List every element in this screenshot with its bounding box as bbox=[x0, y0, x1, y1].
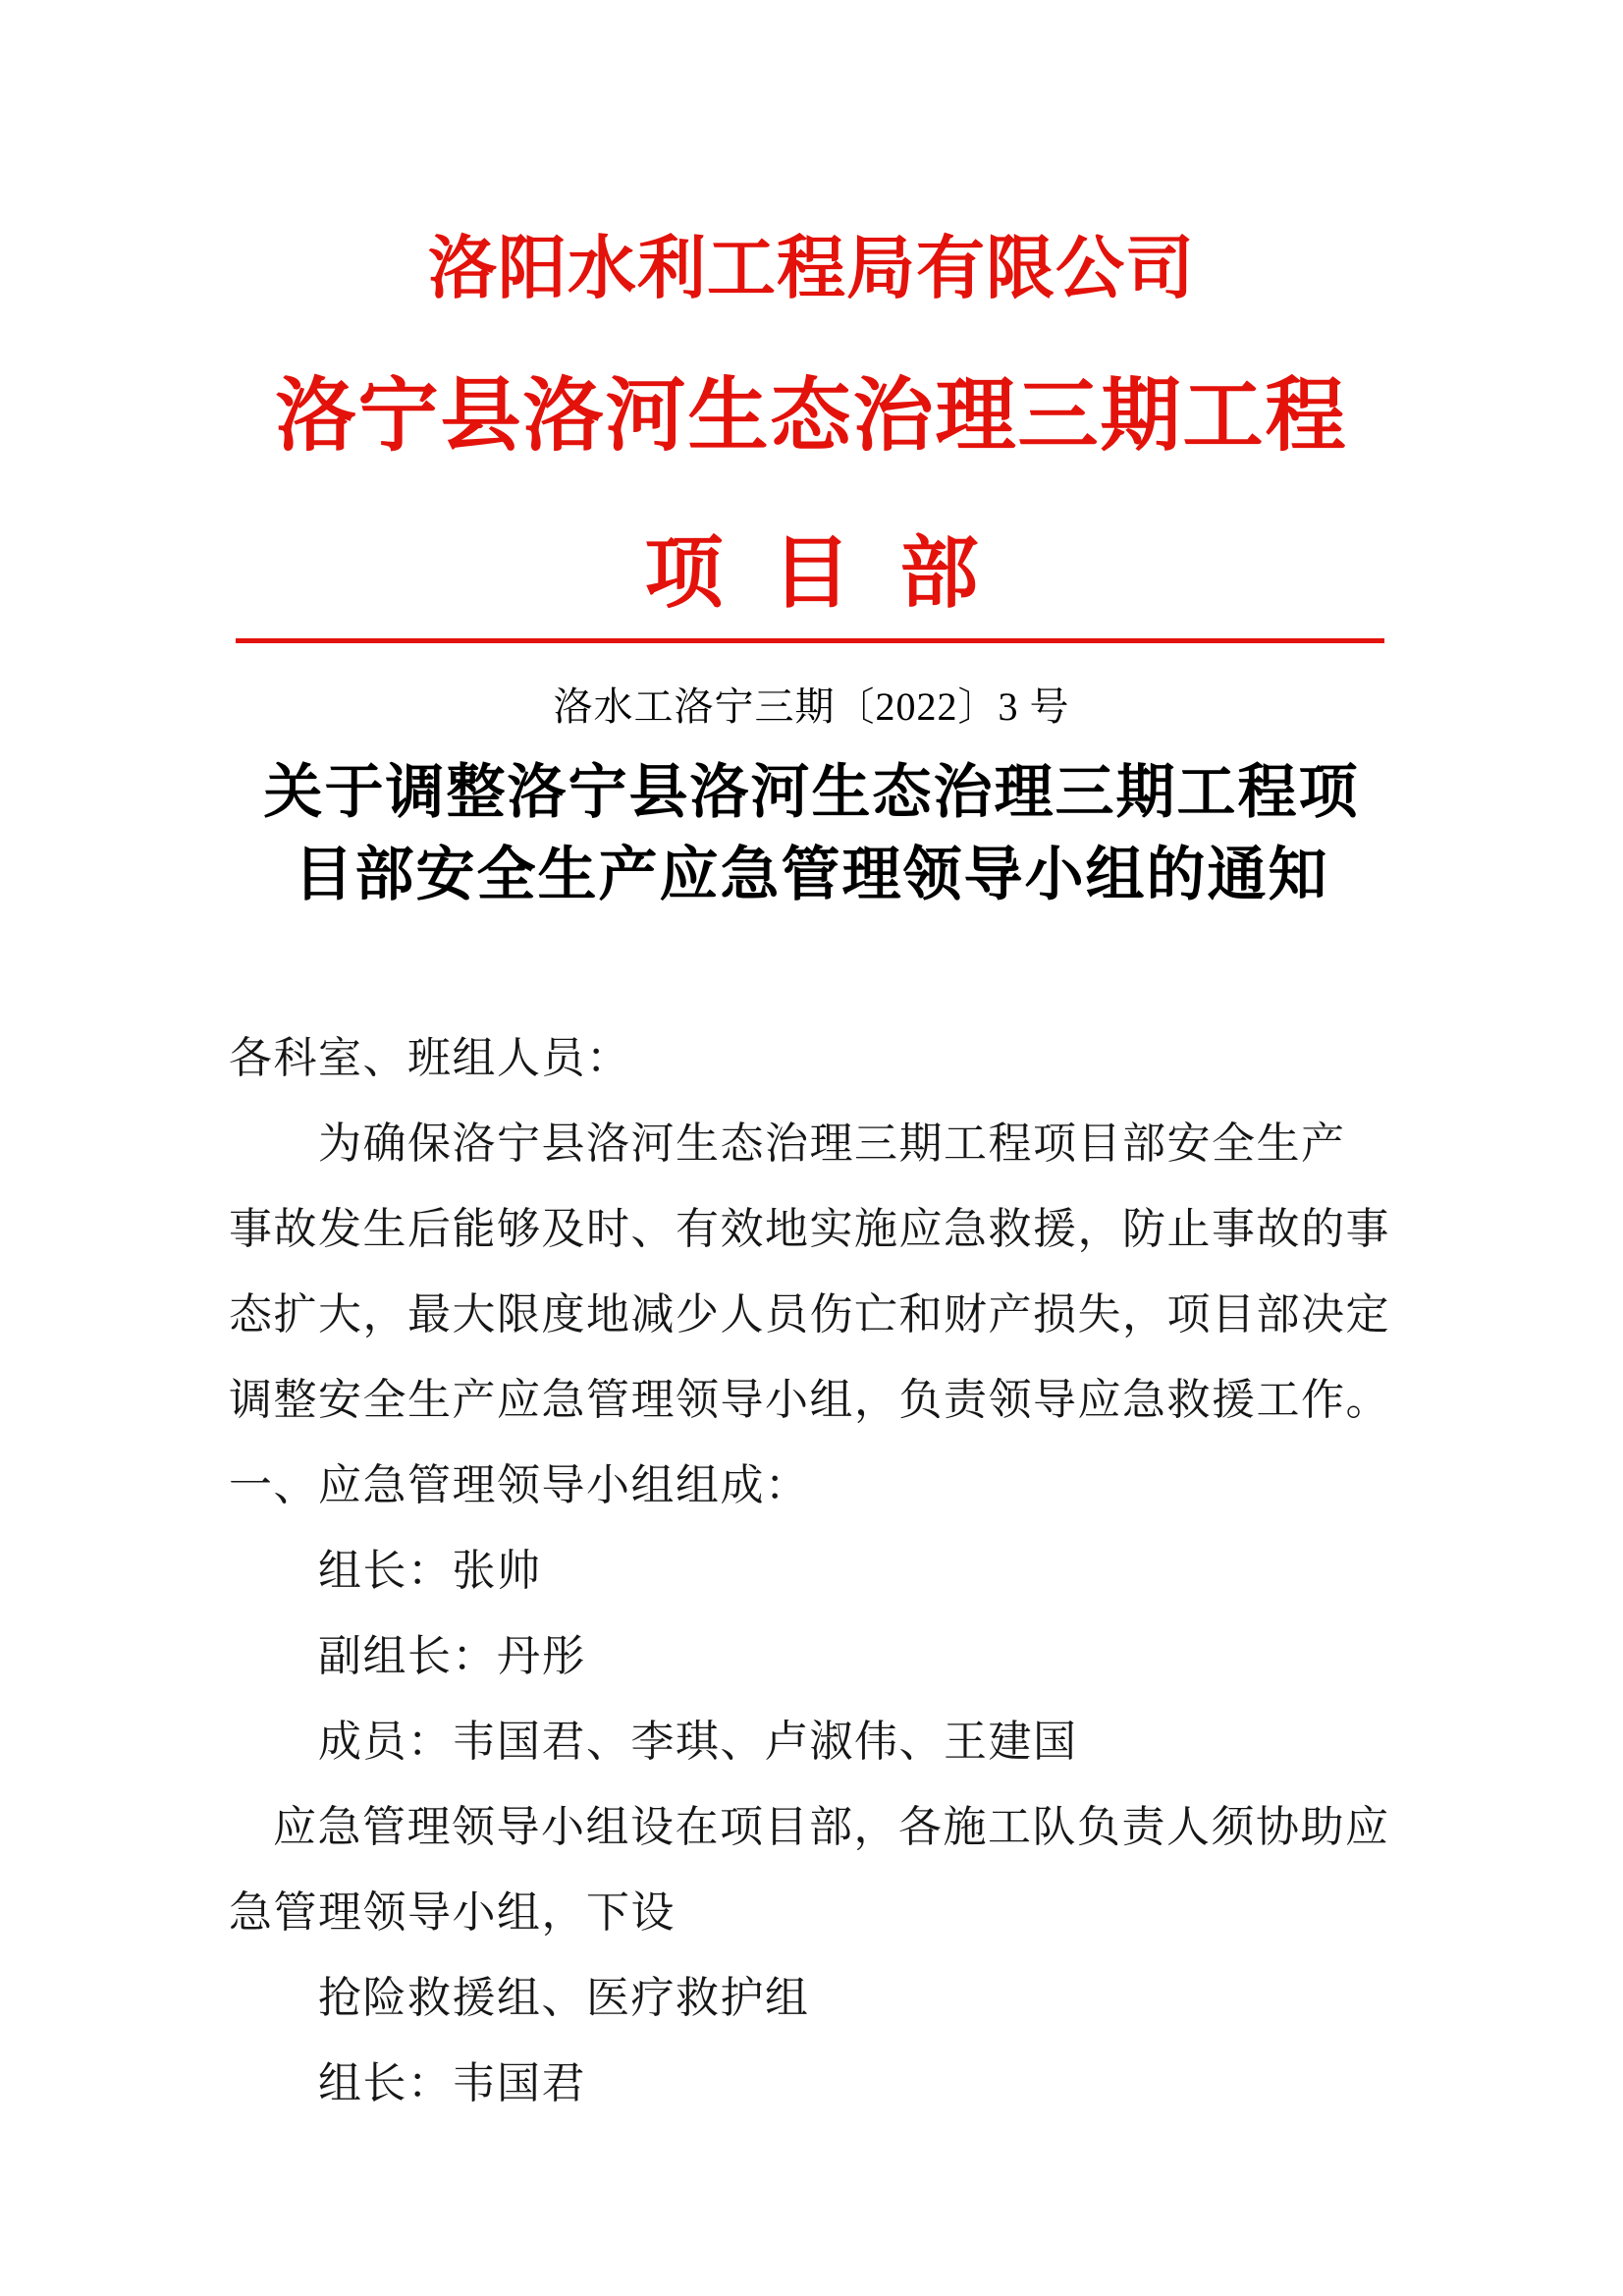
letterhead-rule bbox=[236, 638, 1384, 643]
body-line-salutation: 各科室、班组人员： bbox=[229, 1034, 631, 1082]
body-line-office-2: 急管理领导小组，下设 bbox=[229, 1888, 676, 1937]
body-line-paragraph-3: 态扩大，最大限度地减少人员伤亡和财产损失，项目部决定 bbox=[229, 1290, 1390, 1339]
notice-title-line-1: 关于调整洛宁县洛河生态治理三期工程项 bbox=[263, 760, 1360, 825]
body-text bbox=[229, 1015, 1407, 2126]
project-dept-line: 项 目 部 bbox=[644, 531, 979, 618]
body-line-section-1: 一、应急管理领导小组组成： bbox=[229, 1461, 810, 1509]
body-line-paragraph-1: 为确保洛宁县洛河生态治理三期工程项目部安全生产 bbox=[318, 1120, 1346, 1168]
body-line-paragraph-2: 事故发生后能够及时、有效地实施应急救援，防止事故的事 bbox=[229, 1205, 1390, 1253]
body-line-vice-leader: 副组长：丹彤 bbox=[318, 1632, 586, 1680]
body-line-leader: 组长：张帅 bbox=[318, 1547, 542, 1595]
notice-title bbox=[0, 751, 1623, 916]
body-line-office-1: 应急管理领导小组设在项目部，各施工队负责人须协助应 bbox=[273, 1803, 1390, 1851]
body-line-sub-groups: 抢险救援组、医疗救护组 bbox=[318, 1974, 810, 2022]
body-line-members: 成员：韦国君、李琪、卢淑伟、王建国 bbox=[318, 1718, 1078, 1766]
company-name: 洛阳水利工程局有限公司 bbox=[428, 232, 1195, 307]
document-number: 洛水工洛宁三期〔2022〕3 号 bbox=[553, 684, 1070, 729]
project-name-line: 洛宁县洛河生态治理三期工程 bbox=[275, 371, 1348, 461]
body-line-paragraph-4: 调整安全生产应急管理领导小组，负责领导应急救援工作。 bbox=[229, 1376, 1390, 1424]
body-line-group-leader: 组长：韦国君 bbox=[318, 2059, 586, 2107]
notice-title-line-2: 目部安全生产应急管理领导小组的通知 bbox=[294, 843, 1329, 907]
